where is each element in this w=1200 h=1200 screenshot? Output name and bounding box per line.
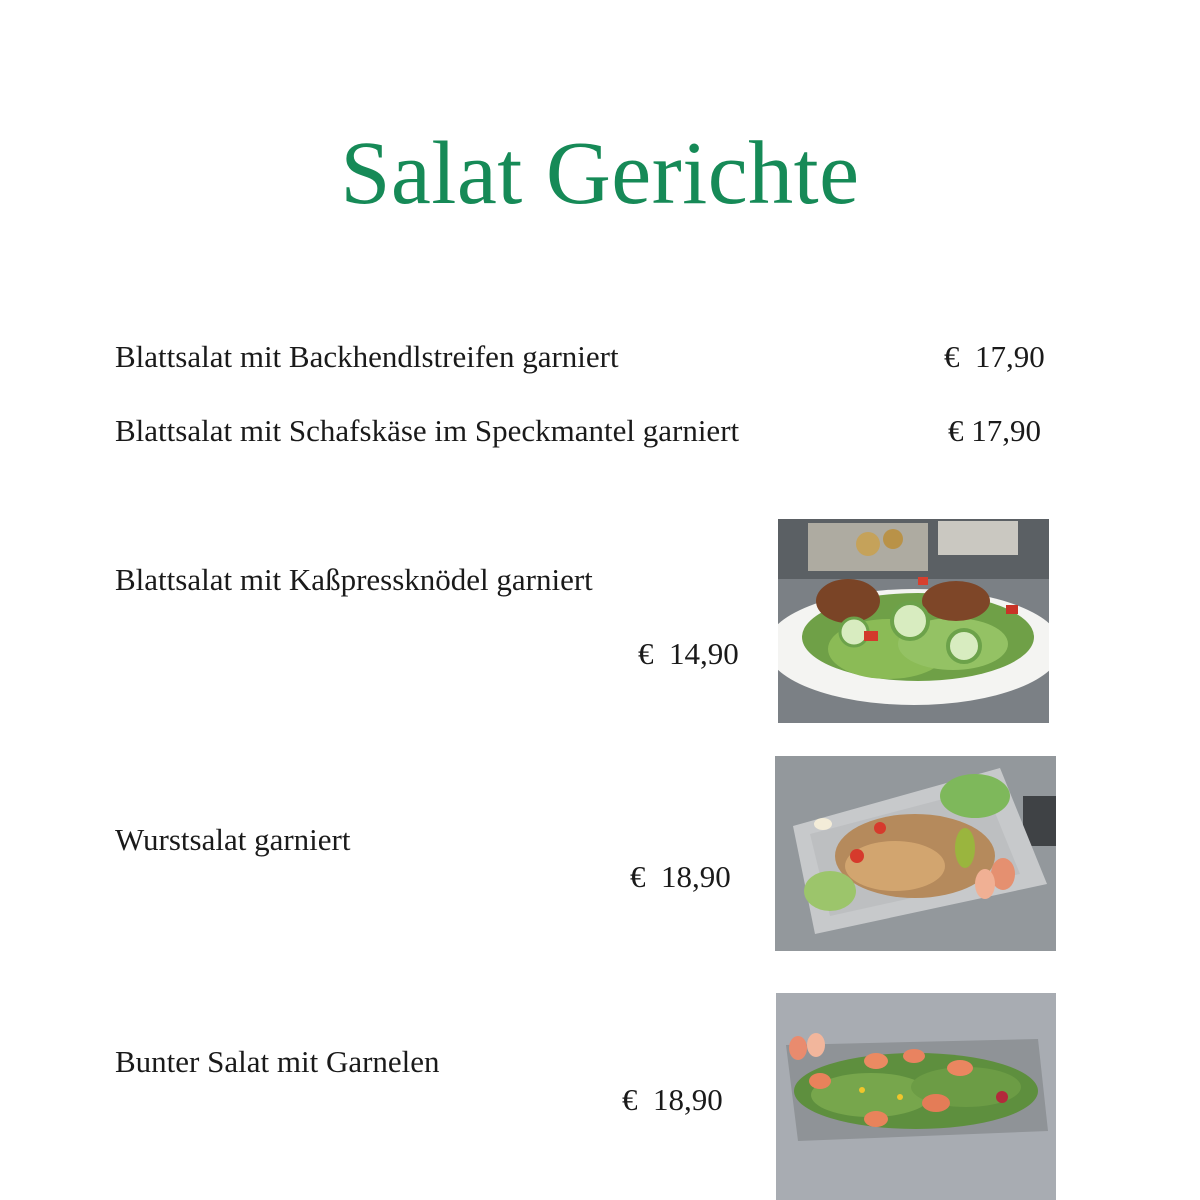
menu-item-name: Wurstsalat garniert (115, 822, 351, 857)
menu-item-price: € 18,90 (630, 859, 731, 894)
menu-item-price: € 17,90 (948, 413, 1041, 448)
menu-item-price: € 17,90 (944, 339, 1045, 374)
menu-item-price: € 18,90 (622, 1082, 723, 1117)
sausage-salad-photo (775, 756, 1056, 951)
page-title: Salat Gerichte (340, 124, 860, 223)
menu-item-price: € 14,90 (638, 636, 739, 671)
shrimp-salad-photo (776, 993, 1056, 1200)
menu-item-name: Blattsalat mit Kaßpressknödel garniert (115, 562, 593, 597)
menu-item-name: Blattsalat mit Backhendlstreifen garniert (115, 339, 619, 374)
menu-item-name: Bunter Salat mit Garnelen (115, 1044, 440, 1079)
menu-item-name: Blattsalat mit Schafskäse im Speckmantel garniert (115, 413, 740, 448)
salad-with-dumplings-photo (778, 519, 1049, 723)
